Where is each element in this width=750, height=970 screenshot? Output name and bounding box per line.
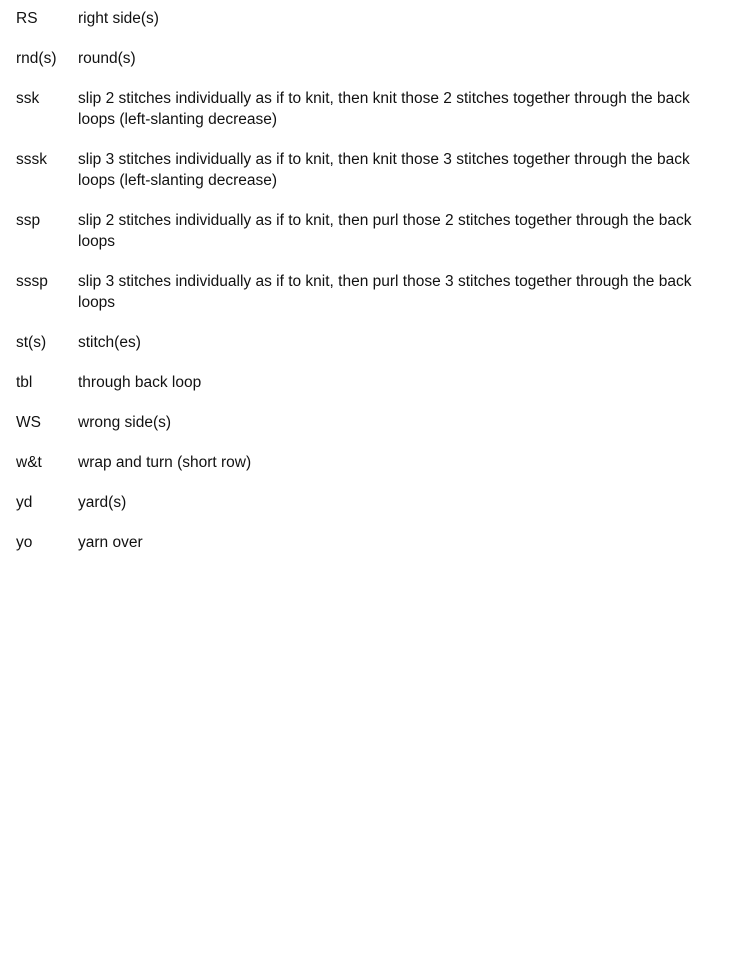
glossary-term: yo — [16, 534, 33, 551]
glossary-entry-ssp — [16, 210, 726, 252]
glossary-entry-sssp — [16, 271, 726, 313]
glossary-term: rnd(s) — [16, 50, 57, 67]
glossary-definition: yarn over — [78, 534, 143, 551]
glossary-entry-sts — [16, 332, 726, 353]
glossary-term: RS — [16, 10, 38, 27]
glossary-entry-yo — [16, 532, 726, 553]
glossary-definition: through back loop — [78, 374, 202, 391]
glossary-definition: round(s) — [78, 50, 136, 67]
glossary-definition: slip 2 stitches individually as if to knit, then purl those 2 stitches together through the back loops — [78, 212, 692, 250]
glossary-entry-rs — [16, 8, 726, 29]
glossary-entry-rnds — [16, 48, 726, 69]
glossary-entry-ws — [16, 412, 726, 433]
glossary-entry-tbl — [16, 372, 726, 393]
glossary-definition: wrong side(s) — [78, 414, 172, 431]
glossary-term: tbl — [16, 374, 33, 391]
glossary-definition: slip 3 stitches individually as if to knit, then purl those 3 stitches together through the back loops — [78, 273, 692, 311]
glossary-entry-sssk — [16, 149, 726, 191]
glossary-definition: yard(s) — [78, 494, 127, 511]
glossary-term: st(s) — [16, 334, 47, 351]
glossary-definition: stitch(es) — [78, 334, 141, 351]
glossary-entry-yd — [16, 492, 726, 513]
glossary-term: sssp — [16, 273, 48, 290]
glossary-definition: wrap and turn (short row) — [78, 454, 252, 471]
glossary-definition: slip 3 stitches individually as if to knit, then knit those 3 stitches together through the back loops (left-slanting decrease) — [78, 151, 690, 189]
glossary-definition: slip 2 stitches individually as if to knit, then knit those 2 stitches together through the back loops (left-slanting decrease) — [78, 90, 690, 128]
glossary-entry-ssk — [16, 88, 726, 130]
abbreviations-glossary — [16, 8, 726, 572]
glossary-term: ssk — [16, 90, 40, 107]
glossary-term: ssp — [16, 212, 41, 229]
glossary-term: w&t — [16, 454, 42, 471]
glossary-term: sssk — [16, 151, 47, 168]
glossary-term: WS — [16, 414, 41, 431]
glossary-term: yd — [16, 494, 33, 511]
glossary-definition: right side(s) — [78, 10, 159, 27]
glossary-entry-wt — [16, 452, 726, 473]
